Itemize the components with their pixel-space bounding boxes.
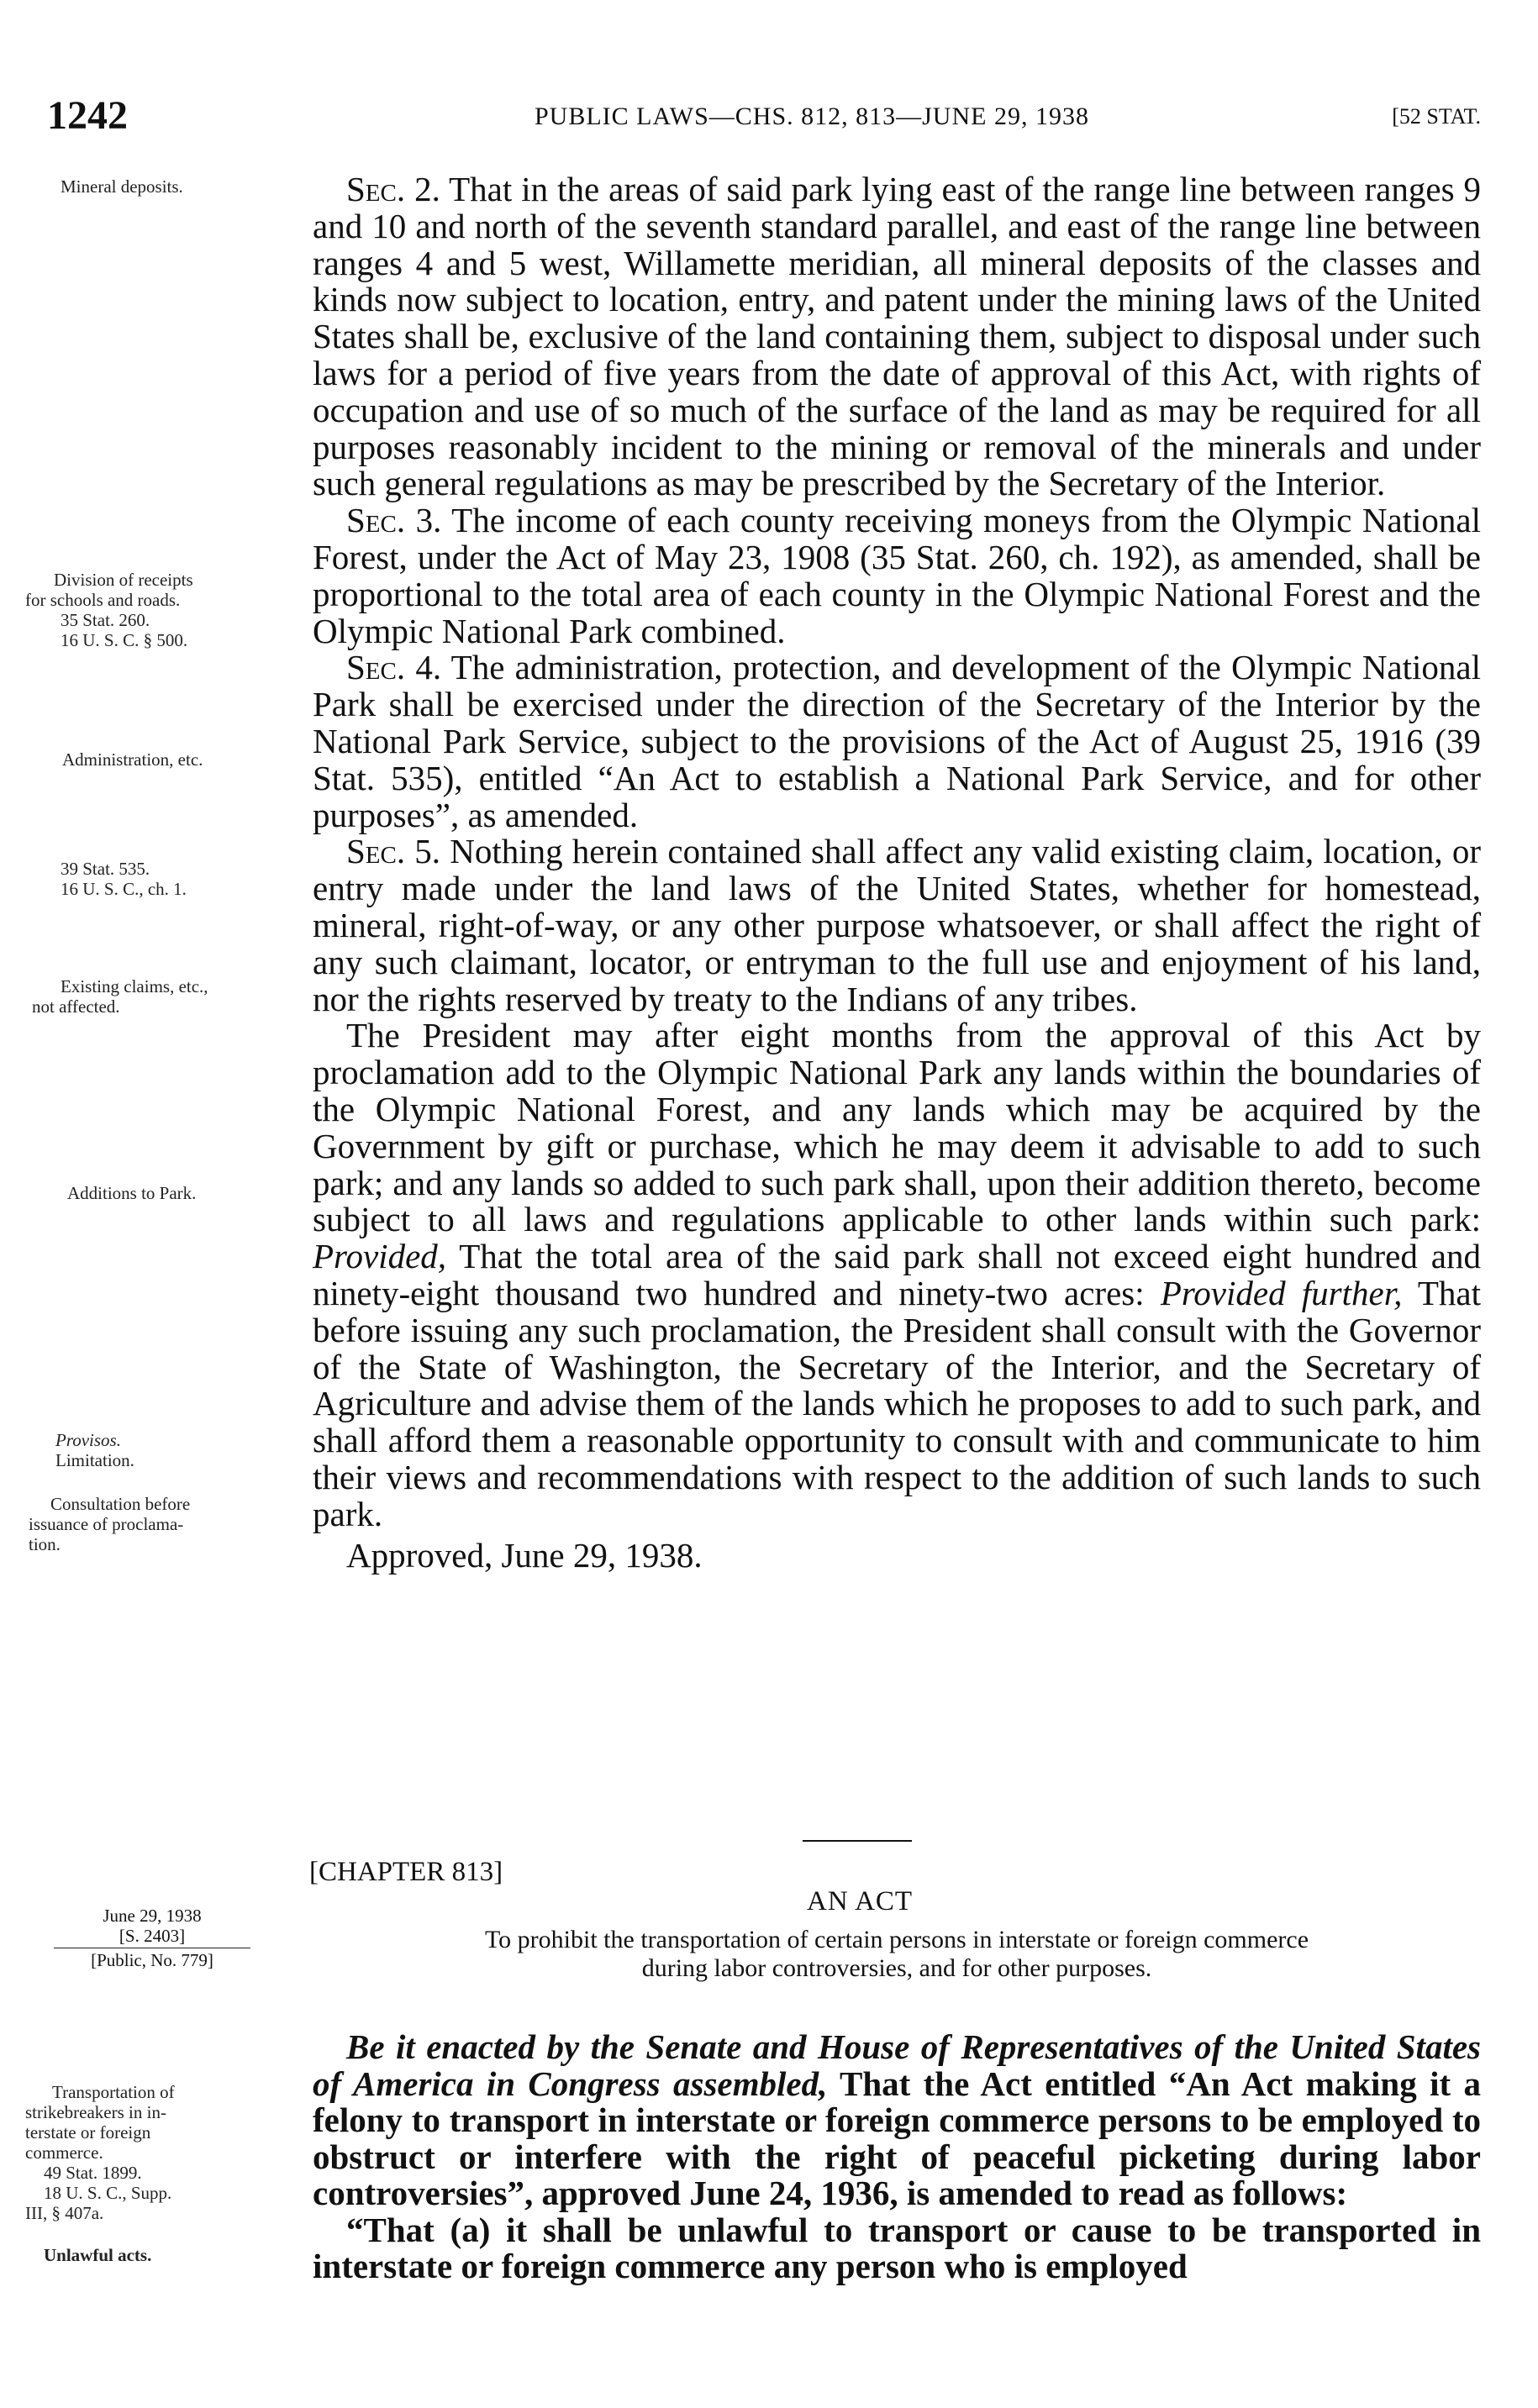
section-text: The administration, protection, and development of the Olympic National Park shall be exercised under the direction of the Secretary of the Interior by the National Park Service, subject to the provisions of the Act of August 25, 1916 (39 Stat. 535), entitled “An Act to establish a National Park Service, and for other purposes”, as amended. [313, 648, 1482, 834]
section-text: Nothing herein contained shall affect any valid existing claim, location, or entry made under the land laws of the United States, whether for homestead, mineral, right-of-way, or any other purpose whatsoever, or shall affect the right of any such claimant, locator, or entryman to the full use and enjoyment of his land, nor the rights reserved by treaty to the Indians of any tribes. [313, 832, 1482, 1018]
sidenote-text: Administration, etc. [62, 749, 203, 770]
sidenote-text: Division of receipts [54, 570, 193, 590]
chapter-813-body [313, 2029, 1481, 2285]
sidenote-text: Transportation of [52, 2082, 175, 2102]
sidenote-consultation [29, 1494, 306, 1554]
sidenote-administration [62, 749, 306, 770]
act-title: AN ACT [807, 1886, 914, 1916]
proviso-label: Provided, [313, 1237, 447, 1276]
sidenote-unlawful-acts [44, 2245, 287, 2265]
sidenote-text: Consultation before [50, 1494, 191, 1514]
sidenote-additions-to-park [67, 1183, 311, 1203]
chapter-label: [CHAPTER 813] [309, 1857, 503, 1887]
sidenote-text: Provisos. [55, 1430, 121, 1450]
sidenote-text: 16 U. S. C., ch. 1. [61, 879, 187, 899]
section-4 [313, 649, 1481, 833]
sidenote-existing-claims [32, 976, 301, 1017]
section-label: Sec. 5. [346, 832, 441, 871]
sidenote-text: Additions to Park. [67, 1183, 197, 1203]
president-paragraph [313, 1017, 1481, 1533]
page-number: 1242 [47, 93, 128, 138]
sidenote-text: for schools and roads. [25, 590, 181, 610]
section-text: The income of each county receiving moneys from the Olympic National Forest, under the Act of May 23, 1908 (35 Stat. 260, ch. 192), as amended, shall be proportional to the total area of each county in the Olympic National Forest and the Olympic National Park combined. [313, 501, 1482, 650]
sidenote-text: terstate or foreign [25, 2122, 151, 2142]
section-label: Sec. 2. [346, 170, 440, 208]
sidenote-text: Unlawful acts. [44, 2245, 152, 2265]
sidenote-text: Mineral deposits. [61, 176, 183, 197]
act-purpose [313, 1926, 1481, 1983]
approval-line: Approved, June 29, 1938. [346, 1536, 703, 1575]
sidenote-text: 39 Stat. 535. [61, 859, 150, 879]
section-text: That in the areas of said park lying east of the range line between ranges 9 and 10 and north of the seventh standard parallel, and east of the range line between ranges 4 and 5 west, Willamette meridian, all mineral deposits of the classes and kinds now subject to location, entry, and patent under the mining laws of the United States shall be, exclusive of the land containing them, subject to disposal under such laws for a period of five years from the date of approval of this Act, with rights of occupation and use of so much of the surface of the land as may be required for all purposes reasonably incident to the mining or removal of the minerals and under such general regulations as may be prescribed by the Secretary of the Interior. [313, 170, 1482, 503]
sidenote-text: issuance of proclama- [29, 1514, 184, 1534]
act-purpose-line: during labor controversies, and for other purposes. [641, 1954, 1152, 1982]
sidenote-text: tion. [29, 1534, 61, 1554]
proviso-label: Provided further, [1160, 1273, 1403, 1312]
section-text: That the Act entitled “An Act making it a felony to transport in interstate or foreign commerce persons to be employed to obstruct or interfere with the right of peaceful picketing during labor controversies”, approved June 24, 1936, is amended to read as follows: [313, 2064, 1481, 2212]
running-title: PUBLIC LAWS—CHS. 812, 813—JUNE 29, 1938 [535, 103, 1089, 130]
sidenote-text: not affected. [32, 996, 120, 1017]
running-header [47, 92, 1481, 143]
sidenote-text: 16 U. S. C. § 500. [61, 630, 188, 650]
sidenote-text: commerce. [25, 2142, 103, 2163]
section-2 [313, 171, 1481, 502]
chapter-divider [803, 1840, 912, 1842]
public-law-number: [Public, No. 779] [91, 1950, 213, 1970]
section-label: Sec. 3. [346, 501, 442, 540]
sidenote-text: Existing claims, etc., [61, 976, 208, 996]
section-text: The President may after eight months from the approval of this Act by proclamation add to the Olympic National Park any lands within the boundaries of the Olympic National Forest, and any lands which may be acquired by the Government by gift or purchase, which he may deem it advisable to add to such park; and any lands so added to such park shall, upon their addition thereto, become subject to all laws and regulations applicable to other lands within such park: [313, 1016, 1481, 1239]
sidenote-text: 49 Stat. 1899. [44, 2163, 142, 2183]
section-label: Sec. 4. [346, 648, 442, 687]
bill-number: [S. 2403] [119, 1926, 186, 1946]
section-text: That before issuing any such proclamation, the President shall consult with the Governor of the State of Washington, the Secretary of the Interior, and the Secretary of Agriculture and advise them of the lands which he proposes to add to such park, and shall afford them a reasonable opportunity to consult with and communicate to him their views and recommendations with respect to the addition of such lands to such park. [313, 1273, 1481, 1533]
sidenote-text: 35 Stat. 260. [61, 610, 150, 630]
bill-reference [47, 1906, 257, 1970]
sidenote-39-stat [61, 859, 304, 899]
section-3 [313, 502, 1481, 649]
bill-date: June 29, 1938 [103, 1906, 202, 1926]
section-text: That the total area of the said park shall not exceed eight hundred and ninety-eight thousand two hundred and ninety-two acres: [313, 1237, 1482, 1312]
sidenote-mineral-deposits [61, 176, 296, 197]
enacting-paragraph [313, 2029, 1481, 2212]
volume-citation: [52 STAT. [1392, 104, 1481, 129]
sidenote-text: Limitation. [55, 1450, 134, 1470]
sidenote-transportation [25, 2082, 303, 2223]
sidenote-text: strikebreakers in in- [25, 2102, 166, 2122]
quoted-amendment: “That (a) it shall be unlawful to transport or cause to be transported in interstate or foreign commerce any person who is employed [313, 2210, 1481, 2285]
sidenote-text: III, § 407a. [25, 2203, 104, 2223]
sidenote-text: 18 U. S. C., Supp. [44, 2183, 172, 2203]
sidenote-provisos [55, 1430, 299, 1470]
act-purpose-line: To prohibit the transportation of certain persons in interstate or foreign commerce [484, 1926, 1309, 1953]
sidenote-division-of-receipts [25, 570, 303, 650]
section-5 [313, 833, 1481, 1017]
enacting-clause: Be it enacted by the Senate and House of Representatives of the United States of America in Congress assembled, [313, 2027, 1481, 2103]
chapter-812-body [313, 171, 1481, 1575]
